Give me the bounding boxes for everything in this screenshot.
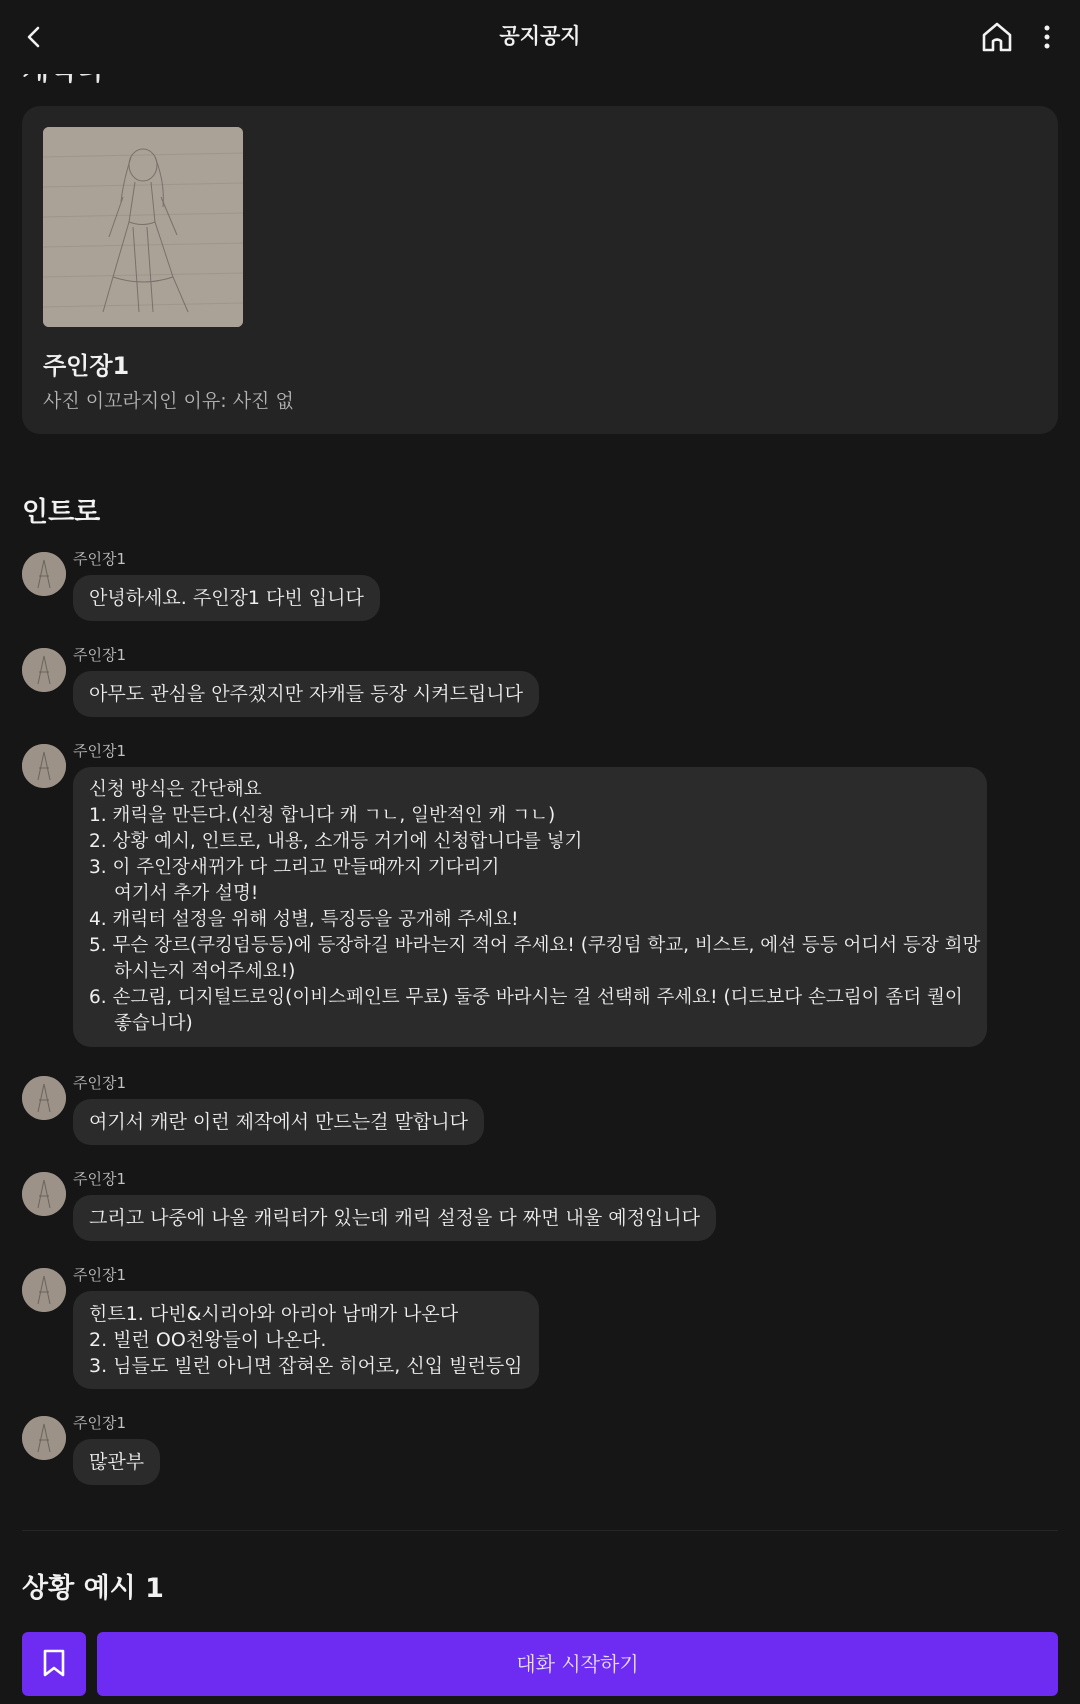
avatar — [22, 552, 66, 596]
avatar — [22, 1076, 66, 1120]
character-card[interactable] — [22, 106, 1058, 434]
start-chat-button[interactable]: 대화 시작하기 — [97, 1632, 1058, 1696]
message-line: 3. 이 주인장새뀌가 다 그리고 만들때까지 기다리기 — [89, 857, 500, 878]
message-line: 3. 님들도 빌런 아니면 잡혀온 히어로, 신입 빌런등임 — [89, 1355, 523, 1377]
avatar — [22, 1268, 66, 1312]
intro-section-title: 인트로 — [22, 497, 101, 528]
message-bubble — [73, 575, 380, 621]
message-line: 아무도 관심을 안주겠지만 자캐들 등장 시켜드립니다 — [89, 683, 523, 705]
bookmark-icon — [42, 1648, 66, 1678]
message-line: 신청 방식은 간단해요 — [89, 779, 262, 800]
message-line: 하시는지 적어주세요!) — [114, 961, 296, 982]
avatar — [22, 744, 66, 788]
home-icon[interactable] — [978, 18, 1016, 56]
message-line: 여기서 캐란 이런 제작에서 만드는걸 말합니다 — [89, 1111, 468, 1133]
message-bubble — [73, 1291, 539, 1389]
message-line: 많관부 — [89, 1451, 145, 1473]
section-divider — [22, 1530, 1058, 1531]
top-bar — [0, 0, 1080, 74]
message-line: 안녕하세요. 주인장1 다빈 입니다 — [89, 587, 364, 609]
message-line: 2. 빌런 OO천왕들이 나온다. — [89, 1329, 327, 1351]
message-line: 4. 캐릭터 설정을 위해 성별, 특징등을 공개해 주세요! — [89, 909, 519, 930]
message-author: 주인장1 — [73, 550, 127, 568]
message-bubble — [73, 671, 539, 717]
bookmark-button[interactable] — [22, 1632, 86, 1696]
message-bubble — [73, 1099, 484, 1145]
message-line: 6. 손그림, 디지털드로잉(이비스페인트 무료) 둘중 바라시는 걸 선택해 주세요! (디드보다 손그림이 좀더 퀄이 — [89, 987, 963, 1008]
message-author: 주인장1 — [73, 742, 127, 760]
message-line: 좋습니다) — [114, 1013, 193, 1034]
message-author: 주인장1 — [73, 1414, 127, 1432]
avatar — [22, 1172, 66, 1216]
message-bubble — [73, 767, 987, 1047]
page-title: 공지공지 — [499, 24, 581, 48]
message-line: 그리고 나중에 나올 캐릭터가 있는데 캐릭 설정을 다 짜면 내울 예정입니다 — [89, 1207, 701, 1229]
character-name: 주인장1 — [43, 352, 130, 380]
message-bubble — [73, 1195, 716, 1241]
message-author: 주인장1 — [73, 646, 127, 664]
avatar — [22, 648, 66, 692]
message-line: 힌트1. 다빈&시리아와 아리아 남매가 나온다 — [89, 1303, 459, 1325]
message-author: 주인장1 — [73, 1266, 127, 1284]
message-author: 주인장1 — [73, 1074, 127, 1092]
message-line: 1. 캐릭을 만든다.(신청 합니다 캐 ㄱㄴ, 일반적인 캐 ㄱㄴ) — [89, 805, 556, 826]
more-vertical-icon[interactable] — [1030, 20, 1064, 54]
bottom-action-bar — [0, 1616, 1080, 1704]
message-line: 여기서 추가 설명! — [114, 883, 259, 904]
situation-section-title: 상황 예시 1 — [22, 1573, 164, 1604]
message-bubble — [73, 1439, 160, 1485]
character-thumbnail — [43, 127, 243, 327]
character-description: 사진 이꼬라지인 이유: 사진 없 — [43, 390, 294, 412]
message-line: 2. 상황 예시, 인트로, 내용, 소개등 거기에 신청합니다를 넣기 — [89, 831, 583, 852]
avatar — [22, 1416, 66, 1460]
message-author: 주인장1 — [73, 1170, 127, 1188]
message-line: 5. 무슨 장르(쿠킹덤등등)에 등장하길 바라는지 적어 주세요! (쿠킹덤 학교, 비스트, 에션 등등 어디서 등장 희망 — [89, 935, 981, 956]
